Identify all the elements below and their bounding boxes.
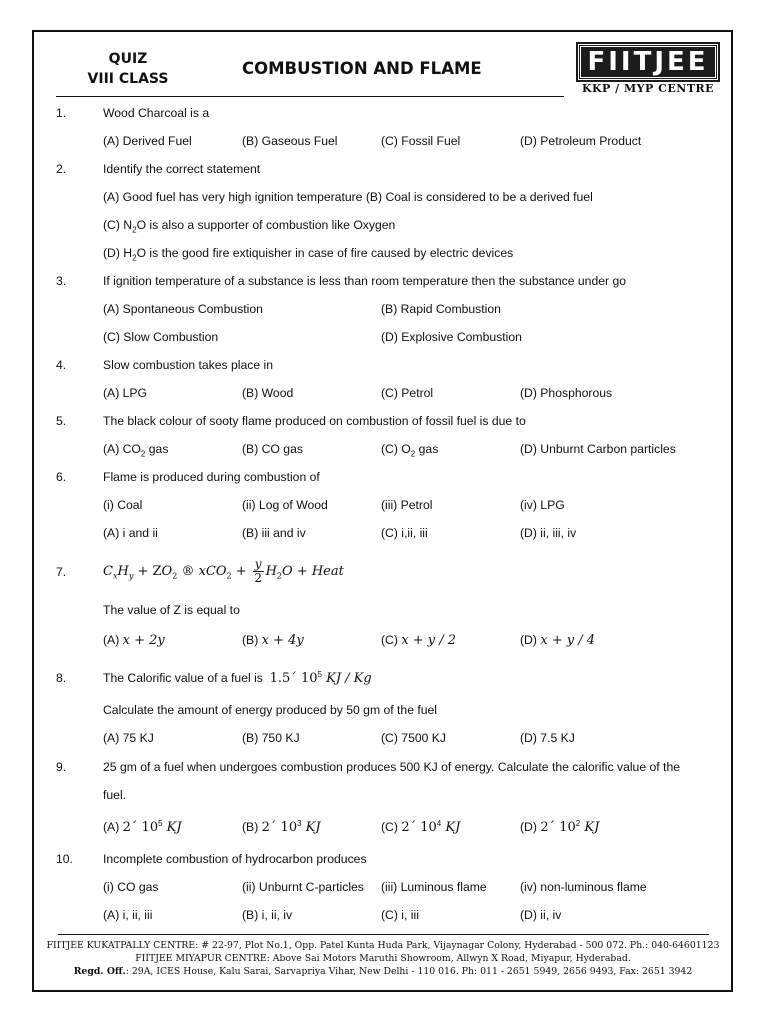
q3-option-c: (C) Slow Combustion (103, 330, 219, 344)
page-title: COMBUSTION AND FLAME (242, 59, 482, 78)
q7-text: The value of Z is equal to (103, 603, 240, 617)
footer-miyapur: FIITJEE MIYAPUR CENTRE: Above Sai Motors Maruthi Showroom, Allwyn X Road, Miyapur, Hyderabad. (135, 953, 631, 964)
q4-number: 4. (56, 358, 67, 372)
q1-option-c: (C) Fossil Fuel (381, 134, 461, 148)
q1-option-a: (A) Derived Fuel (103, 134, 192, 148)
class-label: VIII CLASS (87, 71, 169, 87)
q6-option-c: (C) i,ii, iii (381, 526, 428, 540)
q5-option-d: (D) Unburnt Carbon particles (520, 442, 676, 456)
q7-option-d: (D) x + y / 4 (520, 633, 596, 648)
q7-option-b: (B) x + 4y (242, 633, 304, 648)
q5-option-c: (C) $O_2$ gas (381, 442, 439, 459)
q10-option-b: (B) i, ii, iv (242, 908, 293, 922)
q7-equation: $C_xH_y + ZO_2$ ® xCO$_2$ + $\frac{y}{2}$ $H_2O$ + Heat (103, 557, 344, 585)
q9-text: 25 gm of a fuel when undergoes combustion produces 500 KJ of energy. Calculate the calorific value of the (103, 760, 680, 774)
footer-kukatpally: FIITJEE KUKATPALLY CENTRE: # 22-97, Plot No.1, Opp. Patel Kunta Huda Park, Vijaynagar Colony, Hyderabad - 500 072. Ph.: 040-64601123 (46, 940, 720, 951)
q1-option-d: (D) Petroleum Product (520, 134, 642, 148)
q6-item-i: (i) Coal (103, 498, 143, 512)
q5-number: 5. (56, 414, 67, 428)
q7-option-a: (A) x + 2y (103, 633, 165, 648)
q7-number: 7. (56, 565, 67, 579)
q6-item-iv: (iv) LPG (520, 498, 565, 512)
q2-options-ab: (A) Good fuel has very high ignition temperature (B) Coal is considered to be a derived fuel (103, 190, 593, 204)
q7-option-c: (C) x + y / 2 (381, 633, 457, 648)
q9-option-a: (A) 2´ $10^5$ KJ (103, 818, 182, 835)
q5-option-b: (B) CO gas (242, 442, 303, 456)
q2-option-d: (D) $H_2O$ is the good fire extiquisher in case of fire caused by electric devices (103, 246, 514, 263)
q10-item-iv: (iv) non-luminous flame (520, 880, 647, 894)
q8-number: 8. (56, 671, 67, 685)
q10-number: 10. (56, 852, 73, 866)
q8-text-2: Calculate the amount of energy produced by 50 gm of the fuel (103, 703, 438, 717)
q9-option-d: (D) 2´ $10^2$ KJ (520, 818, 600, 835)
q10-option-c: (C) i, iii (381, 908, 419, 922)
q3-text: If ignition temperature of a substance is less than room temperature then the substance under go (103, 274, 627, 288)
q4-option-b: (B) Wood (242, 386, 294, 400)
q2-text: Identify the correct statement (103, 162, 261, 176)
q8-option-b: (B) 750 KJ (242, 731, 300, 745)
q7-fraction: $\frac{y}{2}$ (254, 557, 262, 585)
q3-option-a: (A) Spontaneous Combustion (103, 302, 263, 316)
quiz-label (43, 49, 213, 89)
quiz-title: QUIZ (108, 51, 148, 67)
q6-option-a: (A) i and ii (103, 526, 158, 540)
q6-item-iii: (iii) Petrol (381, 498, 433, 512)
q9-text-2: fuel. (103, 788, 127, 802)
q6-item-ii: (ii) Log of Wood (242, 498, 328, 512)
q1-text: Wood Charcoal is a (103, 106, 210, 120)
q8-text: The Calorific value of a fuel is 1.5´ $10^5$ KJ / Kg (103, 669, 372, 686)
q6-text: Flame is produced during combustion of (103, 470, 320, 484)
q8-option-a: (A) 75 KJ (103, 731, 154, 745)
q10-text: Incomplete combustion of hydrocarbon produces (103, 852, 367, 866)
q10-option-a: (A) i, ii, iii (103, 908, 153, 922)
q5-option-a: (A) $CO_2$ gas (103, 442, 169, 459)
footer-divider (58, 934, 709, 935)
q3-option-d: (D) Explosive Combustion (381, 330, 522, 344)
q8-option-d: (D) 7.5 KJ (520, 731, 575, 745)
logo-text: FIITJEE (587, 47, 709, 77)
q4-option-a: (A) LPG (103, 386, 148, 400)
q3-number: 3. (56, 274, 67, 288)
q9-option-b: (B) 2´ $10^3$ KJ (242, 818, 321, 835)
q10-item-i: (i) CO gas (103, 880, 159, 894)
q4-option-d: (D) Phosphorous (520, 386, 613, 400)
q10-item-ii: (ii) Unburnt C-particles (242, 880, 364, 894)
q3-option-b: (B) Rapid Combustion (381, 302, 501, 316)
fiitjee-logo (578, 44, 718, 80)
q6-option-b: (B) iii and iv (242, 526, 306, 540)
q4-option-c: (C) Petrol (381, 386, 434, 400)
q6-option-d: (D) ii, iii, iv (520, 526, 577, 540)
footer-regd-office: Regd. Off.: 29A, ICES House, Kalu Sarai, Sarvapriya Vihar, New Delhi - 110 016. Ph: 011 - 2651 5949, 2656 9493, Fax: 2651 3942 (73, 966, 693, 977)
q9-option-c: (C) 2´ $10^4$ KJ (381, 818, 461, 835)
q10-item-iii: (iii) Luminous flame (381, 880, 487, 894)
q9-number: 9. (56, 760, 67, 774)
q1-option-b: (B) Gaseous Fuel (242, 134, 338, 148)
q4-text: Slow combustion takes place in (103, 358, 274, 372)
q8-option-c: (C) 7500 KJ (381, 731, 447, 745)
q5-text: The black colour of sooty flame produced on combustion of fossil fuel is due to (103, 414, 526, 428)
q2-number: 2. (56, 162, 67, 176)
centre-label: KKP / MYP CENTRE (581, 82, 715, 95)
q1-number: 1. (56, 106, 67, 120)
header-divider (56, 96, 564, 97)
q10-option-d: (D) ii, iv (520, 908, 562, 922)
q2-option-c: (C) $N_2O$ is also a supporter of combustion like Oxygen (103, 218, 396, 235)
q6-number: 6. (56, 470, 67, 484)
